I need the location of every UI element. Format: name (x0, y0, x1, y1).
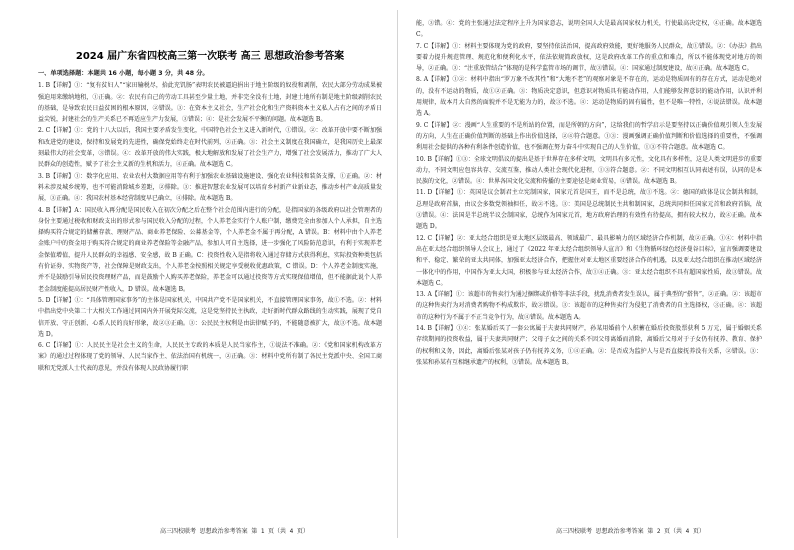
answer-paragraph-3: 3. B【详解】①：数字化应用、农业农村大数据应用等有利于加强农业基础设施建设、强化农业科技和装备支撑，①正确。②：材料未涉及城乡统筹，也不可能消除城乡差距，②排除。③：推进智慧农业发展可以培育乡村新产业新业态，推动乡村产业高质量发展，③正确。④：我国农村基本经营制度早已确立，④排除。故本题选 B。 (38, 172, 382, 203)
right-column (416, 18, 762, 510)
answer-paragraph-6: 6. C【详解】①：人民民主是社会主义的生命，人民民主专政的本质是人民当家作主，①说法不准确。②：《党和国家机构改革方案》的通过过程体现了党的领导、人民当家作主、依法治国有机统一，②正确。③：材料中党所有制了各民主党派中央、全国工商联和无党派人士代表的意见，并没有体现人民政协履行职 (38, 342, 382, 372)
answer-paragraph-9: 9. C【详解】②：漫画“人生重要的不是所站的位置，而是所朝的方向”，这给我们的哲学启示是要坚持以正确价值观引领人生发展的方向，人生在正确价值判断的基础上作出价值选择，②④符合题意。①③：漫画强调正确价值判断和价值选择的重要性，不强调利用社会提供的各种有利条件创造价值，也不强调在努力奋斗中实现自己的人生价值，①③不符合题意。故本题选 C。 (416, 121, 762, 152)
answer-paragraph-4: 4. B【详解】A：国民收入再分配是国民收入在初次分配之后在整个社会范围内进行的分配，是指国家的各级政府以社会管理者的身份主要通过税收和财政支出的形式参与国民收入分配的过程，个人养老金实行个人账户制，缴费完全由参加人个人承担，自主选择购买符合规定的储蓄存款、理财产品、商业养老保险、公募基金等，个人养老金不属于再分配，A 错误。B：材料中由个人养老金账户中的资金用于购买符合规定的商业养老保险等金融产品，参加人可自主选择，进一步强化了风险防范意识，有利于实现养老金保值增值，提升人民群众的幸福感、安全感，故 B 正确。C：投资性收入是指将收入通过存储方式获得利息，实际投资种类包括有价证券、实物资产等，社会保障是财政支出，个人养老金按照相关规定享受税收优惠政策，C 错误。D：个人养老金制度实施，并不是鼓励引导居民投资理财产品，而是鼓励个人购买养老保险，养老金可以通过投资等方式实现保值增值，但不能据此说个人养老金制度能提高居民财产性收入，D 错误。故本题选 B。 (38, 206, 382, 293)
answer-paragraph-11: 11. D【详解】①：英国是议会制君主立宪制国家，国家元首是国王，而不是总统，故①不选。②：德国的政体是议会制共和制，总理是政府首脑，由议会多数党领袖担任，故②不选。③：美国是总统制民主共和制国家，总统共同担任国家元首和政府首脑，故③错误。④：法国是半总统半议会制国家，总统作为国家元首，地方政府治理的有效性有待提高，拥有较大权力，故④正确。故本题选 D。 (416, 189, 762, 231)
answer-paragraph-12: 12. C【详解】②：亚太经合组织是亚太地区层级最高、领域最广、最具影响力的区域经济合作机制，故②正确。①④：材料中指出在亚太经合组织领导人会议上，通过了《2022 年亚太经合组织领导人宣言》和《生物循环绿色经济曼谷目标》，宣言强调要建设和平、稳定、繁荣的亚太共同体，加强亚太经济合作，把握住对亚太地区重要经济合作的机遇，以及亚太经合组织在推动区域经济一体化中的作用，中国作为亚太大国，积极参与亚太经济合作，故①④正确。③：亚太经合组织不具有超国家性质，故③错误。故本题选 C。 (416, 234, 762, 287)
answer-paragraph-13: 13. A【详解】①：该超市的售卖行为通过捆绑或价格等非法手段，扰乱消费者发生误认，属于典型的“搭售”，②正确。②：该超市的这种售卖行为对消费者购物不构成欺诈，故②错误。③：该超市的这种售卖行为侵犯了消费者的自主选择权，③正确。④：该超市的这种行为不属于不正当竞争行为，故④错误。故本题选 A。 (416, 291, 762, 321)
page-footer-left: 高三四校联考 思想政治参考答案 第 1 页（共 4 页） (160, 528, 309, 535)
answer-paragraph-8: 8. A【详解】①②：材料中指出“罗万象不改其性”和“大地不老”的观察对象是不存在的，运动是物质固有的存在方式，运动是绝对的，没有不运动的物质，故①②正确。③：物质决定意识，但意识对物质具有能动作用，人们能够发挥意识的能动作用，认识并利用规律，故本月大自然的面貌并不是无能为力的，故③不选。④：运动是物质的固有属性，但不是唯一特性，④说法错误。故本题选 A。 (416, 76, 762, 118)
answer-paragraph-1: 1. B【详解】①：“复有贫妇人”“家田输税尽，拾此充饥肠”表明农民被逼迫捐出于地主阶级的奴役和剥削，农民大部分劳动成果被强迫用来缴纳地租，①正确。②：农民有自己的劳动工具甚至少量土地，并非完全没有土地，封建土地所有制是地主阶级剥削农民的基础，是导致农民日益贫困的根本原因，②错误。③：在资本主义社会，生产社会化和生产资料资本主义私人占有之间的矛盾日益尖锐，封建社会的生产关系已不再适应生产力发展，③错误；④：是社会发展不平衡的问题。故本题选 B。 (38, 82, 382, 124)
left-column (38, 18, 382, 510)
column-divider (397, 10, 398, 538)
answer-paragraph-7: 7. C【详解】①：材料主要体现为党的政府，要坚持依法治国，提高政府效能，更好地服务人民群众，故①错误。②：《办法》指出要着力提升规范管理、规范化和便利化水平，依法依规简政放权，这是政府改革工作的重点和难点，所以不能体现党对地方的领导，②正确。③：“注重放管结合”体现的是科学监管市场的调节，故③错误。④：国家通过制度建设，故④正确。故本题选 C。 (416, 42, 762, 73)
answer-paragraph-2: 2. C【详解】①：党的十八大以后，我国主要矛盾发生变化，中国特色社会主义进入新时代，①错误。②：改革开放中要不断加强和改进党的建设，保持和发展党的先进性，确保党始终走在时代前列，②正确。③：社会主义制度在我国确立，是我国历史上最深刻最伟大的社会变革，③错误。④：改革开放的伟大实践，极大地解放和发展了社会生产力，增强了社会发展活力，推动了广大人民群众的创造性，赋予了社会主义新的生机和活力，④正确。故本题选 C。 (38, 127, 382, 169)
answer-paragraph-14: 14. B【详解】①④：张某婚后买了一套公寓属于夫妻共同财产，孙某用婚前个人积蓄在婚后投资股票获利 5 万元，属于婚姻关系存续期间的投资收益，属于夫妻共同财产；父母子女之间的关系不因父母离婚而消除，离婚后父母对于子女仍有抚养、教育、保护的权利和义务，因此，离婚后张某对孩子仍有抚养义务，①④正确。②：是否成为监护人与是否直接抚养没有关系，②错误。③：张某和孙某有互相继承遗产的权利，③错误。故本题选 B。 (416, 325, 762, 366)
answer-paragraph-5: 5. D【详解】①：“具体管理国家事务”的主体是国家机关，中国共产党不是国家机关，不直接管理国家事务，故①不选。②：材料中指出党中央第二十大相关工作通过同国内外开展党际交流，这是党坚持民主执政，走好新时代群众路线的生动实践，展现了党自信开放、守正创新、心系人民的良好形象，故②③正确。③：公民民主权利是由法律赋予的，不能随意被扩大，故③不选。故本题选 D。 (38, 296, 382, 338)
answer-paragraph-6-cont: 能，③错。④：党的主张通过法定程序上升为国家意志，说明全国人大是最高国家权力机关，行使最高决定权，④正确。故本题选 C。 (416, 20, 762, 39)
document-title: 2024 届广东省四校高三第一次联考 高三 思想政治参考答案 (75, 51, 345, 62)
page-footer-right: 高三四校联考 思想政治参考答案 第 2 页（共 4 页） (556, 528, 705, 535)
answer-paragraph-10: 10. B【详解】①③：全球文明倡议的提出是基于世界存在多样文明，文明具有多元性，文化具有多样性，这是人类文明进步的重要动力，不同文明应包容共存、交流互鉴，推动人类社会现代化进程，①③符合题意。②：不同文明相互认同表述有误，认同的是本民族的文化，②错误。④：世界各国文化交流和传播的主要途径是商业贸易，④错误。故本题选 B。 (416, 155, 762, 186)
section-heading: 一、单项选择题：本题共 16 小题，每小题 3 分，共 48 分。 (38, 70, 209, 77)
